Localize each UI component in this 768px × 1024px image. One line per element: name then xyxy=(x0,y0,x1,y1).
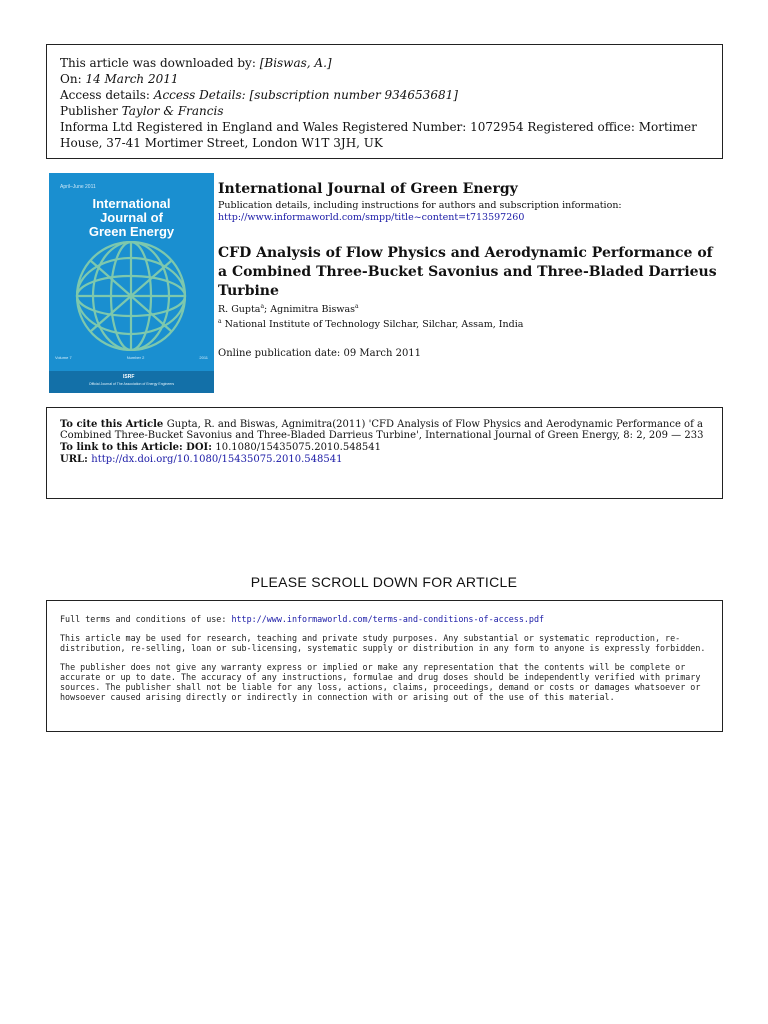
affil-text: National Institute of Technology Silchar, Silchar, Assam, India xyxy=(221,319,524,331)
author-link-gupta[interactable]: R. Gupta xyxy=(218,304,261,316)
cover-footer-text: Official Journal of The Association of Energy Engineers xyxy=(88,382,175,386)
access-details-line: Access details: Access Details: [subscription number 934653681] xyxy=(60,88,458,102)
affil-sup: a xyxy=(218,318,222,326)
download-date-value: 14 March 2011 xyxy=(85,72,179,86)
authors xyxy=(218,301,718,316)
publication-link[interactable]: http://www.informaworld.com/smpp/title~content=t713597260 xyxy=(218,212,525,223)
publisher-value: Taylor & Francis xyxy=(121,104,224,118)
affiliation xyxy=(218,316,718,331)
cover-title: International Journal of Green Energy xyxy=(88,196,175,239)
doi-link[interactable]: 10.1080/15435075.2010.548541 xyxy=(215,442,382,453)
terms-box xyxy=(46,600,723,732)
citation-box xyxy=(46,407,723,499)
cover-footer xyxy=(49,371,214,393)
article-header xyxy=(218,180,718,360)
globe-icon xyxy=(51,241,211,351)
link-label: To link to this Article: DOI: xyxy=(60,442,216,453)
terms-paragraph-usage: This article may be used for research, teaching and private study purposes. Any substantial or systematic reproduction, re-distribution, re-selling, loan or sub-licensing, systematic supply or distribution in any form to anyone is expressly forbidden. xyxy=(60,633,706,653)
author-sup: a xyxy=(260,303,265,310)
author-link-biswas[interactable]: Agnimitra Biswas xyxy=(270,304,356,316)
cover-date: April–June 2011 xyxy=(60,184,96,190)
journal-cover-image xyxy=(49,173,214,393)
download-info-box xyxy=(46,44,723,159)
downloaded-by-value: [Biswas, A.] xyxy=(259,56,332,70)
registered-office-line: Informa Ltd Registered in England and Wales Registered Number: 1072954 Registered office: Mortimer House, 37-41 Mortimer Street, London W1T 3JH, UK xyxy=(60,120,697,150)
download-date-line: On: 14 March 2011 xyxy=(60,72,179,86)
downloaded-by-line: This article was downloaded by: [Biswas, A.] xyxy=(60,56,332,70)
url-link[interactable]: http://dx.doi.org/10.1080/15435075.2010.548541 xyxy=(91,454,343,465)
link-to-article xyxy=(60,442,709,453)
journal-name: International Journal of Green Energy xyxy=(218,181,518,197)
article-title: CFD Analysis of Flow Physics and Aerodynamic Performance of a Combined Three-Bucket Savonius and Three-Bladed Darrieus Turbine xyxy=(218,245,717,299)
cite-text: Gupta, R. and Biswas, Agnimitra(2011) 'CFD Analysis of Flow Physics and Aerodynamic Performance of a Combined Three-Bucket Savonius and Three-Bladed Darrieus Turbine', International Journal of Green Energy, 8: 2, 209 — 233 xyxy=(60,419,704,441)
cite-label: To cite this Article xyxy=(60,419,167,430)
full-terms-line xyxy=(60,614,709,624)
publisher-line: Publisher Taylor & Francis xyxy=(60,104,224,118)
cover-volume-info: Volume 7 Number 2 2011 xyxy=(55,355,208,360)
full-terms-label: Full terms and conditions of use: xyxy=(60,614,232,624)
cover-logo: ISRF xyxy=(123,374,135,380)
author-sup: a xyxy=(355,303,359,310)
cite-this-article xyxy=(60,419,709,441)
access-details-value: Access Details: [subscription number 934653681] xyxy=(153,88,458,102)
publication-details: Publication details, including instructions for authors and subscription information: xyxy=(218,200,622,211)
url-label: URL: xyxy=(60,454,92,465)
scroll-down-notice: PLEASE SCROLL DOWN FOR ARTICLE xyxy=(250,574,518,590)
online-publication-date: Online publication date: 09 March 2011 xyxy=(218,348,422,360)
terms-link[interactable]: http://www.informaworld.com/terms-and-conditions-of-access.pdf xyxy=(231,614,545,624)
author-separator: ; xyxy=(264,304,271,316)
url-line xyxy=(60,454,709,465)
terms-paragraph-disclaimer: The publisher does not give any warranty express or implied or make any representation that the contents will be complete or accurate or up to date. The accuracy of any instructions, formulae and drug doses should be independently verified with primary sources. The publisher shall not be liable for any loss, actions, claims, proceedings, demand or costs or damages whatsoever or howsoever caused arising directly or indirectly in connection with or arising out of the use of this material. xyxy=(60,662,701,702)
